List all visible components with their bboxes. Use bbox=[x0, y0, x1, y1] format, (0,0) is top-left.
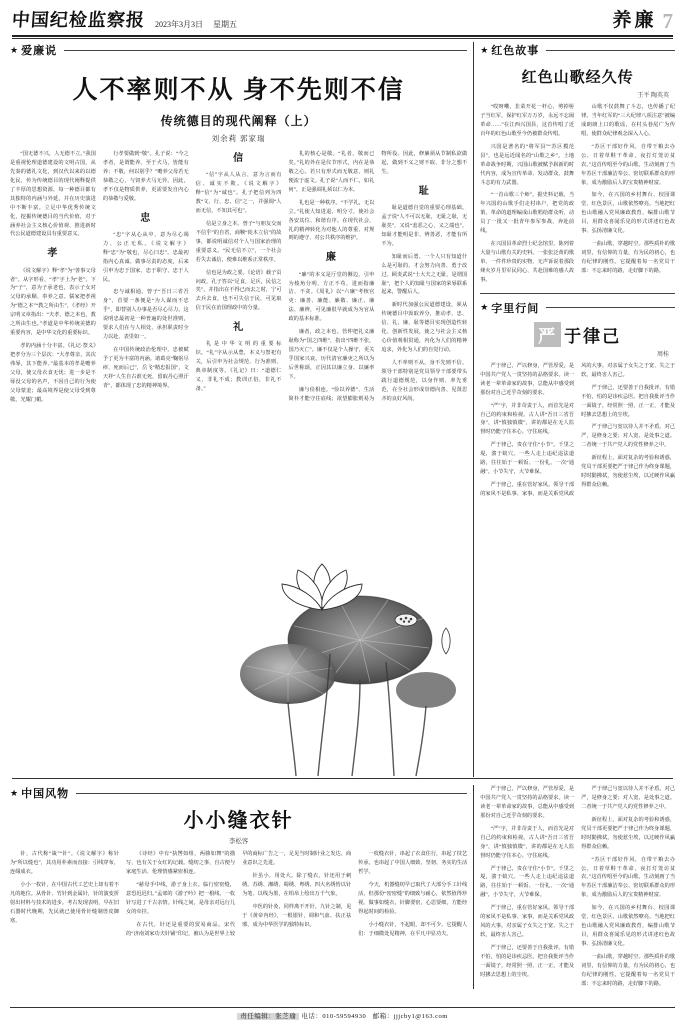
lead-body bbox=[10, 150, 467, 710]
flag-mark-icon: ★ bbox=[10, 44, 19, 55]
article-paragraph: 中医的针灸，同样离不开针。九针之制，见于《黄帝内经》，一根银针，调和气血、扶正祛邪，成为中华医学的独特标识。 bbox=[242, 903, 352, 928]
article-paragraph: 一曲山歌，穿越时空。那些质朴的歌词里，有信仰的力量，有为民的初心，也有纪律的刚性。它提醒着每一名党员干部：不忘来时的路，走好脚下的路。 bbox=[581, 241, 676, 274]
lead-paragraph: “国无德不兴，人无德不立。”我国是重视伦理道德建设的文明古国，从先秦的德礼文化，到汉代以来的以德化民，传为传统德目的现代阐释提供了丰厚的思想资源。每一种德目都有其独特的内涵与外延，并在历史演进中不断丰富。立足中华优秀传统文化，挖掘传统德目的当代价值，对于涵养社会主义核心价值观、推进新时代公民道德建设具有重要意义。 bbox=[10, 151, 96, 238]
article-paragraph: 严于律己，还要善于自我批评。有错不怕，怕的是讳疾忌医。把自我批评当作一面镜子，经常照一照、正一正，才能及时拂去思想上的尘埃。 bbox=[480, 945, 575, 978]
hongse-gushi-byline: 王平 陶英英 bbox=[637, 93, 670, 99]
article-paragraph: 兴国是著名的“将军县”“苏区模范县”，也是远近闻名的“山歌之乡”。土地革命战争时期，兴国山歌被赋予崭新的时代内容，成为宣传革命、发动群众、鼓舞斗志的有力武器。 bbox=[480, 143, 575, 186]
lead-subtitle-xin: 信 bbox=[233, 153, 245, 164]
footer-phone: 电话：010-59594930 bbox=[301, 1013, 367, 1020]
flag-mark-icon: ★ bbox=[480, 302, 489, 313]
lead-paragraph: 信是立身之本。曾子“与朋友交而不信乎”的自省，商鞅“徙木立信”的故事，都说明诚信对个人与国家治理的重要意义。“民无信不立”，一个社会若失去诚信，便难以维系正常秩序。 bbox=[195, 220, 282, 263]
flag-mark-icon: ★ bbox=[480, 44, 489, 55]
lead-paragraph: 信也是为政之要。《论语》载子贡问政，孔子答以“足食，足兵，民信之矣”，并指出在不得已而去之时，宁可去兵去食，也不可失信于民，可见取信于民在治国理政中的分量。 bbox=[195, 269, 282, 312]
article-paragraph: “慈母手中线，游子身上衣。临行密密缝，意恐迟迟归。”孟郊的《游子吟》把一根线、一枚针写进了千古亲情。针线之间，是母亲对远行儿女的牵挂。 bbox=[126, 881, 236, 915]
publication-date: 2023年3月3日 bbox=[155, 20, 203, 29]
lead-paragraph: “忠”字从心从中，意为尽心竭力、公正无私。《说文解字》释“忠”为“敬也，尽心曰忠”。忠最初指内心真诚、做事尽责的态度，后来引申为忠于国家、忠于职守、忠于人民。 bbox=[102, 231, 189, 283]
publication-weekday: 星期五 bbox=[213, 20, 237, 29]
article-paragraph: 如今，在兴国的乡村舞台、校园课堂、红色景区，山歌依然嘹亮。当地把红色山歌融入党风廉政教育，编排山歌节目，用群众喜闻乐见的形式讲述红色故事、弘扬清廉文化。 bbox=[581, 905, 676, 947]
article-paragraph: “苏区干部好作风，自带干粮去办公，日着草鞋干革命，夜打灯笼访贫农。”这首传唱至今的山歌，生动刻画了当年苏区干部廉洁奉公、密切联系群众的形象，成为激励后人的宝贵精神财富。 bbox=[581, 143, 676, 186]
bottom-right-column bbox=[480, 785, 675, 989]
article-paragraph: 严于律己，贵在守住“小节”。千里之堤，溃于蚁穴。一些人走上违纪违法道路，往往始于一顿饭、一份礼、一次“通融”。小节失守，大节难保。 bbox=[480, 865, 575, 899]
article-paragraph: 针，古代称“箴”“针”。《说文解字》称针为“所以缝也”，其功用朴素而直接：引线穿布，连缀成衣。 bbox=[10, 851, 120, 875]
lead-paragraph: 礼是中华文明的重要标识。“礼”字从示从豊，本义与祭祀有关，后引申为社会规范、行为准则、典章制度等。《礼记》曰：“道德仁义，非礼不成；教训正俗，非礼不备。” bbox=[195, 341, 282, 393]
section-separator bbox=[480, 293, 675, 294]
article-paragraph: 如今，在兴国的乡村舞台、校园课堂、红色景区，山歌依然嘹亮。当地把红色山歌融入党风廉政教育，编排山歌节目，用群众喜闻乐见的形式讲述红色故事、弘扬清廉文化。 bbox=[581, 192, 676, 235]
article-paragraph: 严于律己，还要善于自我批评。有错不怕，怕的是讳疾忌医。把自我批评当作一面镜子，经常照一照、正一正，才能及时拂去思想上的尘埃。 bbox=[581, 384, 676, 418]
paper-name: 中国纪检监察报 bbox=[11, 10, 146, 30]
bottom-area bbox=[10, 785, 675, 989]
lead-subtitle-chi: 耻 bbox=[418, 185, 430, 197]
flag-rule bbox=[76, 793, 467, 794]
lead-paragraph: 礼也是一种秩序。“不学礼，无以立。”礼使人知进退、明分寸，使社会各安其位、和谐有序。在现代社会，礼的精神转化为对他人的尊重、对规则的遵守、对公共秩序的维护。 bbox=[288, 199, 375, 242]
lead-subtitle-lian: 廉 bbox=[325, 252, 337, 264]
lead-paragraph: 《说文解字》释“孝”为“善事父母者”。从字形看，“孝”字上为“老”，下为“子”，意为子承老也，表示子女对父母的承顺、奉养之意。儒家把孝视为“德之本”“教之所由生”，《孝经》开宗明义章指出：“夫孝，德之本也，教之所由生也。”孝道是中华传统美德的重要内容，是中华文化的重要标识。 bbox=[10, 267, 96, 337]
lead-paragraph: 孝的内涵十分丰富。《礼记·祭义》把孝分为三个层次：“大孝尊亲，其次弗辱，其下能养。”最基本的孝是赡养父母，使父母衣食无忧；进一步是不辱没父母的名声，不因自己的行为使父母蒙羞；最高境界是使父母受到尊敬，光耀门楣。 bbox=[10, 343, 96, 403]
footer-email: 邮箱：jjjcby1@163.com bbox=[372, 1013, 448, 1020]
column-divider bbox=[473, 42, 474, 777]
article-paragraph: 严于律己，重在管好家风。领导干部的家风不是私事、家事，而是关系党风政风的大事。对亲属子女失之于宽、失之于软，最终害人害己。 bbox=[480, 362, 676, 497]
page-number: 7 bbox=[662, 9, 673, 33]
article-paragraph: “一首山歌三个师”。据史料记载，当年兴国的山歌手们走村串户，把党的政策、革命的道理编成山歌唱给群众听，动员了一批又一批青年参军参战，奔赴前线。 bbox=[480, 192, 575, 235]
lead-headline: 人不率则不从 身不先则不信 bbox=[72, 77, 405, 104]
lead-paragraph: 耻是道德自觉的重要心理基础。孟子说“人不可以无耻，无耻之耻，无耻矣”，又说“羞恶之心，义之端也”。知耻才能明是非、辨善恶，才能有所不为。 bbox=[381, 205, 468, 247]
article-paragraph: “严”字，并非苛责于人，而首先是对自己的约束和检视。古人讲“吾日三省吾身”，讲“慎独慎微”，讲的都是在无人监督时仍能守住本心、守住底线。 bbox=[480, 825, 575, 859]
lead-byline: 刘余莉 郭家瑞 bbox=[211, 134, 266, 143]
lead-paragraph: 新时代加强公民道德建设，须从传统德目中汲取养分，推动孝、忠、信、礼、廉、耻等德目实现创造性转化、创新性发展，使之与社会主义核心价值观相贯通，内化为人们的精神追求，外化为人们的自觉行动。 bbox=[381, 302, 468, 354]
article-paragraph: 在古代，针还是重要的贸易商品。宋代的“济南刘家功夫针铺”印记，被认为是世界上较早的商标广告之一，足见当时制针业之发达、商业意识之先进。 bbox=[126, 851, 352, 937]
flag-hongse-gushi bbox=[480, 42, 675, 58]
hongse-gushi-body bbox=[480, 103, 675, 285]
article-paragraph: “苏区干部好作风，自带干粮去办公，日着草鞋干革命，夜打灯笼访贫农。”这首传唱至今的山歌，生动刻画了当年苏区干部廉洁奉公、密切联系群众的形象，成为激励后人的宝贵精神财富。 bbox=[581, 856, 676, 899]
lead-article bbox=[10, 42, 467, 777]
flag-rule bbox=[546, 307, 675, 308]
lead-subhead: 传统德目的现代阐释（上） bbox=[160, 114, 317, 128]
lead-subtitle-xiao: 孝 bbox=[47, 248, 59, 260]
flag-rule bbox=[546, 50, 675, 51]
article-paragraph: 在兴国县革命烈士纪念馆里，陈列着大量与山歌有关的史料。一张张泛黄的歌单、一件件珍贵的实物，无声诉说着那段烽火岁月里军民同心、共赴国难的感人故事。 bbox=[480, 241, 575, 283]
lower-section-rule bbox=[12, 778, 673, 779]
footer-editor: 责任编辑：张芝瑜 bbox=[237, 1013, 299, 1020]
footer bbox=[10, 1007, 675, 1020]
article-paragraph: 新征程上，面对复杂的考验和诱惑，党员干部更要把严于律己作为终身课题，时时勤拂拭，勿使惹尘埃，以过硬作风赢得群众信赖。 bbox=[581, 816, 676, 850]
article-paragraph: 针虽小，用处大。除了缝衣，针还用于刺绣。苏绣、湘绣、蜀绣、粤绣，四大名绣皆以针为笔、以线为墨，在绢帛上绘出万千气象。 bbox=[242, 872, 352, 897]
article-paragraph: 严于律己，严以修身，严管厚爱，是中国共产党人一贯坚持的品格要求。读一读老一辈革命家的故事，总能从中感受到那份对自己近乎苛刻的要求。 bbox=[480, 362, 575, 396]
zhongguo-fengwu-headline: 小小缝衣针 bbox=[183, 810, 294, 832]
flag-zili-hangjian bbox=[480, 300, 675, 316]
article-paragraph: “严”字，并非苛责于人，而首先是对自己的约束和检视。古人讲“吾日三省吾身”，讲“慎独慎微”，讲的都是在无人监督时仍能守住本心、守住底线。 bbox=[480, 402, 575, 436]
article-paragraph: “哎呀嘞，韭菜开花一杆心，剪掉髻子当红军，保护红军万万岁，永远不忘闹革命……”在江西兴国县，这首传唱了近百年的红色山歌至今仍被群众传唱。 bbox=[480, 104, 575, 137]
article-paragraph: 严于律己，贵在守住“小节”。千里之堤，溃于蚁穴。一些人走上违纪违法道路，往往始于一顿饭、一份礼、一次“通融”。小节失守，大节难保。 bbox=[480, 442, 575, 476]
article-paragraph: 山歌不仅鼓舞了斗志，也传播了纪律。当年红军的“三大纪律八项注意”被编成朗朗上口的歌谣，在村头巷尾广为传唱，使群众纪律观念深入人心。 bbox=[581, 104, 676, 137]
article-paragraph: 一曲山歌，穿越时空。那些质朴的歌词里，有信仰的力量，有为民的初心，也有纪律的刚性。它提醒着每一名党员干部：不忘来时的路，走好脚下的路。 bbox=[581, 953, 676, 987]
zhongguo-fengwu-byline: 李松客 bbox=[228, 838, 249, 845]
section-title: 养廉 bbox=[612, 10, 657, 31]
headline-emphasis-char: 严 bbox=[534, 322, 561, 347]
lead-paragraph: 礼的核心是敬。“礼者，敬而已矣。”礼的外在是仪节形式，内在是恭敬之心。若只有形式而无敬意，则礼便流于虚文。孔子说“人而不仁，如礼何”，正是强调礼须以仁为本。 bbox=[288, 151, 375, 193]
lead-paragraph: “信”字从人从言，意为言而有信、诚实不欺。《说文解字》释“信”为“诚也”。孔子把信列为四教“文、行、忠、信”之一，并强调“人而无信，不知其可也”。 bbox=[195, 172, 282, 214]
lead-paragraph: 在中国传统政治伦理中，忠被赋予了更为丰富的内涵。诸葛亮“鞠躬尽瘁、死而后已”，岳飞“精忠报国”，文天祥“人生自古谁无死，留取丹心照汗青”，都体现了忠的精神境界。 bbox=[102, 347, 189, 389]
masthead bbox=[10, 0, 675, 34]
flag-label-zhongguo-fengwu: 中国风物 bbox=[21, 788, 70, 800]
article-paragraph: 新征程上，面对复杂的考验和诱惑，党员干部更要把严于律己作为终身课题，时时勤拂拭，勿使惹尘埃，以过硬作风赢得群众信赖。 bbox=[581, 455, 676, 489]
article-paragraph: 今天，机器缝纫早已取代了大部分手工针线活，但那份“密密缝”的细致与耐心，依然值得珍视。做事如缝衣，针脚要密，心思要细，方能经得起时间的检验。 bbox=[358, 881, 468, 915]
zhongguo-fengwu-body bbox=[10, 850, 467, 938]
zili-hangjian-body bbox=[480, 362, 675, 499]
article-paragraph: 小小一枚针，在中国古代工艺史上却有着不凡的地位。从骨针、竹针到金属针，针的演变折射出材料与技术的进步。考古发现表明，早在旧石器时代晚期，先民就已使用骨针缝制兽皮御寒。 bbox=[10, 881, 120, 924]
right-column bbox=[480, 42, 675, 777]
flag-zhongguo-fengwu bbox=[10, 785, 467, 801]
lead-paragraph: 廉与俭相连。“俭以养德”，生活简朴才能守住底线；欲望膨胀则易为物所役。因此，修廉须从节制私欲做起，做到不义之财不取、非分之想不生。 bbox=[288, 151, 468, 402]
lead-paragraph: 忠与诚相通。曾子“吾日三省吾身”，首要一条便是“为人谋而不忠乎”，即替别人办事是否尽心尽力。这说明忠最初是一种普遍的处世准则，要求人们在与人相处、承担职责时全力以赴、表里如一。 bbox=[102, 289, 189, 341]
zili-hangjian-headline bbox=[480, 322, 675, 347]
main-area bbox=[10, 42, 675, 777]
flag-mark-icon: ★ bbox=[10, 787, 19, 798]
zili-hangjian-byline: 周桂 bbox=[657, 351, 670, 358]
bottom-right-body bbox=[480, 785, 675, 989]
flag-label-ailianshuo: 爱廉说 bbox=[21, 45, 58, 57]
flag-rule bbox=[64, 50, 467, 51]
article-paragraph: 小小缝衣针，不起眼，却不可少。它提醒人们：于细微处见精神，在平凡中显功夫。 bbox=[358, 921, 468, 937]
lead-paragraph: 廉者，政之本也。管仲把礼义廉耻称为“国之四维”，指出“四维不张，国乃灭亡”。廉不仅是个人操守，更关乎国家兴衰。历代清官廉吏之所以为后世称颂，正因其以廉立身、以廉率下。 bbox=[288, 329, 375, 380]
masthead-rule-thick bbox=[12, 35, 673, 37]
lead-subtitle-zhong: 忠 bbox=[140, 212, 152, 224]
article-paragraph: 严于律己与宽以待人并不矛盾。对己严，是修身之要；对人宽，是处事之道。二者统一于共产党人的党性修养之中。 bbox=[581, 786, 676, 810]
article-paragraph: 一枚缝衣针，串起了衣食住行，串起了技艺传承，也串起了中国人细致、坚韧、务实的生活哲学。 bbox=[358, 851, 468, 875]
hongse-gushi-headline: 红色山歌经久传 bbox=[521, 70, 634, 86]
article-paragraph: 严于律己，重在管好家风。领导干部的家风不是私事、家事，而是关系党风政风的大事。对亲属子女失之于宽、失之于软，最终害人害己。 bbox=[480, 905, 575, 939]
headline-rest: 于律己 bbox=[564, 326, 622, 346]
flag-ailianshuo bbox=[10, 42, 467, 58]
column-divider bbox=[473, 785, 474, 989]
lead-paragraph: 行孝要做到“敬”。孔子说：“今之孝者，是谓能养。至于犬马，皆能有养；不敬，何以别乎？”赡养父母若无恭敬之心，与饲养犬马无异。因此，孝不仅是物质供养，更需要发自内心的恭敬与爱敬。 bbox=[102, 151, 189, 202]
article-paragraph: 《诗经》中有“执辔如组，两骖如舞”的描写，也有关于女红的记载。缝纫之事，自古便与家庭生活、伦理情感紧密相连。 bbox=[126, 851, 236, 875]
article-paragraph: 严于律己与宽以待人并不矛盾。对己严，是修身之要；对人宽，是处事之道。二者统一于共产党人的党性修养之中。 bbox=[581, 424, 676, 449]
lead-paragraph: 知耻而后勇。一个人只有知道什么是可耻的，才会努力向善、勇于改过。顾炎武说“士大夫之无耻，是谓国耻”，把个人的知耻与国家的荣辱联系起来，警醒后人。 bbox=[381, 253, 468, 296]
lead-subtitle-li: 礼 bbox=[233, 322, 245, 334]
lead-paragraph: 人不率则不从，身不先则不信。领导干部特别是党员领导干部要带头践行道德规范，以身作则、率先垂范，在全社会形成崇德向善、见贤思齐的良好风尚。 bbox=[381, 360, 468, 402]
flag-label-hongse-gushi: 红色故事 bbox=[491, 45, 540, 57]
flag-label-zili-hangjian: 字里行间 bbox=[491, 302, 540, 315]
masthead-rule-thin bbox=[12, 38, 673, 39]
zhongguo-fengwu-article bbox=[10, 785, 467, 989]
article-paragraph: 严于律己，严以修身，严管厚爱，是中国共产党人一贯坚持的品格要求。读一读老一辈革命家的故事，总能从中感受到那份对自己近乎苛刻的要求。 bbox=[480, 786, 575, 819]
lead-paragraph: “廉”的本义是厅堂的侧边，引申为棱角分明、方正不苟，进而指廉洁、不贪。《周礼》以“六廉”考核官吏：廉善、廉能、廉敬、廉正、廉法、廉辨，可见廉很早就成为为官从政的基本标准。 bbox=[288, 271, 375, 323]
